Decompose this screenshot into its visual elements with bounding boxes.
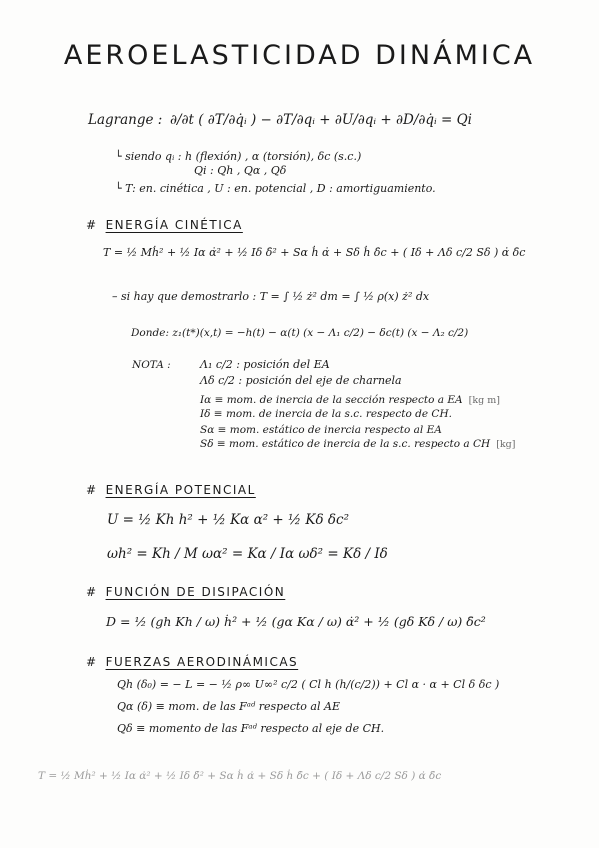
- inertia-unit: [kg m]: [468, 395, 500, 406]
- static-ea: Sα ≡ mom. estático de inercia respecto al EA: [200, 424, 442, 436]
- section-potential-title: ENERGÍA POTENCIAL: [105, 483, 256, 497]
- lagrange-def-q: └ siendo qᵢ : h (flexión) , α (torsión), δc (s.c.): [115, 150, 362, 163]
- hash-mark: #: [86, 483, 98, 497]
- page-title: AEROELASTICIDAD DINÁMICA: [63, 40, 536, 71]
- dissipation-equation: D = ½ (gh Kh / ω) ḣ² + ½ (gα Kα / ω) α̇² + ½ (gδ Kδ / ω) δ̇c²: [106, 614, 486, 629]
- hash-mark: #: [86, 218, 98, 232]
- kinetic-equation: T = ½ Mḣ² + ½ Iα α̇² + ½ Iδ δ̇² + Sα ḣ α̇ + Sδ ḣ δ̇c + ( Iδ + Λδ c/2 Sδ ) α̇ δ̇c: [103, 246, 526, 259]
- inertia-ch: Iδ ≡ mom. de inercia de la s.c. respecto de CH.: [200, 408, 452, 420]
- hash-mark: #: [86, 655, 98, 669]
- bleed-through-text: T = ½ Mḣ² + ½ Iα α̇² + ½ Iδ δ̇² + Sα ḣ α̇ + Sδ ḣ δ̇c + ( Iδ + Λδ c/2 Sδ ) α̇ δ̇c: [38, 770, 442, 782]
- nota-label: NOTA :: [132, 359, 171, 371]
- aero-qh: Qh (δ₀) = − L = − ½ ρ∞ U∞² c/2 ( Cl h (h/(c/2)) + Cl α · α + Cl δ δc ): [117, 678, 500, 691]
- potential-equation: U = ½ Kh h² + ½ Kα α² + ½ Kδ δc²: [107, 512, 349, 528]
- lagrange-label: Lagrange :: [88, 112, 163, 128]
- aero-qalpha: Qα (δ) ≡ mom. de las Fᵃᵈ respecto al AE: [117, 700, 340, 713]
- kinetic-donde: Donde: z₁(t*)(x,t) = −h(t) − α(t) (x − Λ₁ c/2) − δc(t) (x − Λ₂ c/2): [131, 327, 469, 339]
- nota-ea: Λ₁ c/2 : posición del EA: [200, 358, 330, 371]
- lagrange-equation: ∂/∂t ( ∂T/∂q̇ᵢ ) − ∂T/∂qᵢ + ∂U/∂qᵢ + ∂D/∂q̇ᵢ = Qi: [170, 112, 472, 128]
- static-ch: [200, 438, 515, 450]
- lagrange-def-Q: Qi : Qh , Qα , Qδ: [194, 164, 287, 177]
- section-aero-title: FUERZAS AERODINÁMICAS: [105, 655, 299, 669]
- inertia-ea: [200, 394, 500, 406]
- static-ch-text: Sδ ≡ mom. estático de inercia de la s.c. respecto a CH: [200, 438, 491, 450]
- lagrange-def-terms: └ T: en. cinética , U : en. potencial , D : amortiguamiento.: [115, 182, 436, 195]
- nota-charnela: Λδ c/2 : posición del eje de charnela: [200, 374, 402, 387]
- section-potential-heading: [86, 483, 256, 497]
- section-dissipation-title: FUNCIÓN DE DISIPACIÓN: [105, 585, 286, 599]
- section-kinetic-title: ENERGÍA CINÉTICA: [105, 218, 243, 232]
- static-unit: [kg]: [496, 439, 516, 450]
- section-dissipation-heading: [86, 585, 285, 599]
- aero-qdelta: Qδ ≡ momento de las Fᵃᵈ respecto al eje de CH.: [117, 722, 385, 735]
- potential-frequencies: ωh² = Kh / M ωα² = Kα / Iα ωδ² = Kδ / Iδ: [107, 546, 388, 562]
- inertia-ea-text: Iα ≡ mom. de inercia de la sección respecto a EA: [200, 394, 463, 406]
- section-kinetic-heading: [86, 218, 243, 232]
- hash-mark: #: [86, 585, 98, 599]
- kinetic-demo: – si hay que demostrarlo : T = ∫ ½ ż² dm = ∫ ½ ρ(x) ż² dx: [112, 290, 430, 303]
- section-aero-heading: [86, 655, 298, 669]
